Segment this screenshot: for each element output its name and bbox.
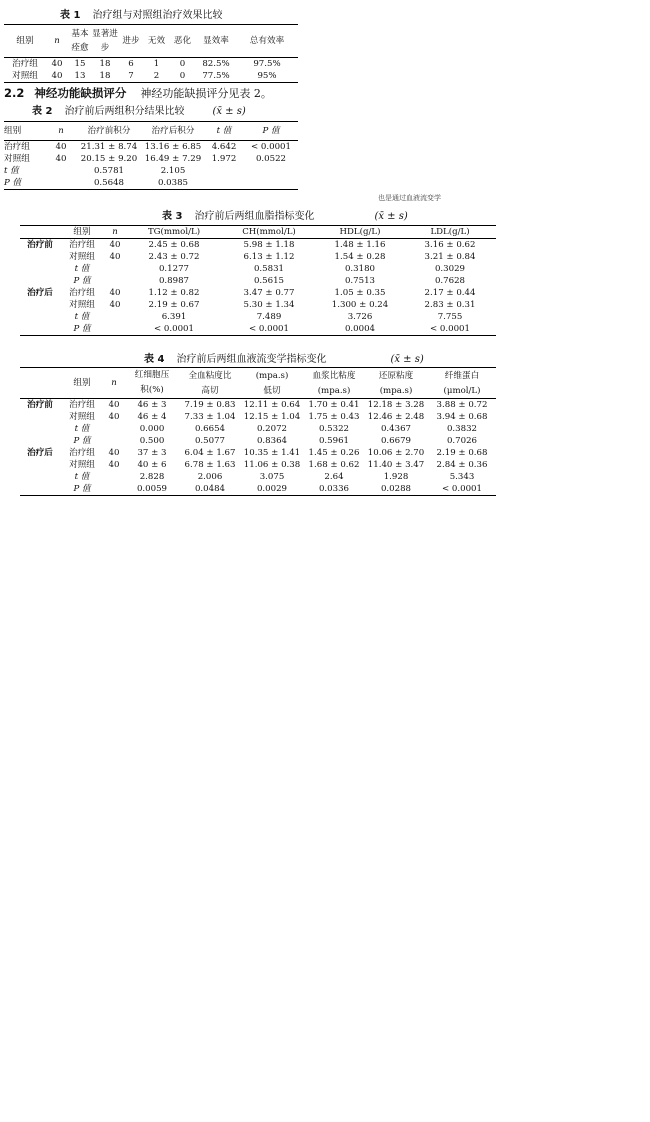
table4-cell: 治疗组: [69, 448, 95, 458]
table4-cell: < 0.0001: [441, 484, 482, 494]
table4-cell: 0.0288: [380, 484, 412, 494]
table1-header-cell: 无效: [144, 25, 169, 58]
table4-header-cell: (mpa.s): [304, 383, 364, 399]
table3-cell: 1.300 ± 0.24: [331, 300, 389, 310]
table2-header-cell: 治疗前积分: [76, 122, 142, 141]
table4-header-cell: 全血粘度比: [188, 370, 232, 381]
table1-cell: 40: [51, 71, 63, 81]
table3-cell: 3.21 ± 0.84: [424, 252, 476, 262]
table4-cell: 0.4367: [380, 424, 412, 434]
table2: [4, 121, 298, 190]
table4-cell: 12.15 ± 1.04: [243, 412, 301, 422]
table3-cell: 3.16 ± 0.62: [424, 240, 476, 250]
table1-cell: 0: [179, 59, 186, 69]
section-heading: [4, 85, 272, 101]
section-number: 2.2: [4, 86, 25, 100]
table4-cell: 40: [108, 460, 120, 470]
table4-cell: 3.88 ± 0.72: [436, 400, 488, 410]
table4-cell: 2.006: [197, 472, 223, 482]
table-row: [20, 251, 496, 263]
table3-cell: [20, 311, 60, 323]
table3-cell: [20, 251, 60, 263]
table2-cell: 16.49 ± 7.29: [144, 154, 202, 164]
table-row: [20, 323, 496, 336]
table4-cell: 0.0336: [318, 484, 350, 494]
table4-cell: [104, 483, 124, 496]
table2-caption-number: 表 2: [32, 106, 53, 117]
table4-cell: 6.78 ± 1.63: [184, 460, 236, 470]
table3-cell: 0.0004: [344, 324, 376, 334]
table3-cell: 6.13 ± 1.12: [243, 252, 295, 262]
table3-cell: 40: [109, 252, 121, 262]
table3-cell: [20, 323, 60, 336]
table2-cell: 对照组: [4, 154, 30, 164]
table1-cell: 82.5%: [202, 59, 230, 69]
table4-cell: 0.0029: [256, 484, 288, 494]
table4-header-cell: 积(%): [124, 383, 180, 399]
table4-caption-text: 治疗前后两组血液流变学指标变化: [176, 354, 327, 365]
table4-cell: [104, 423, 124, 435]
table4-cell: 0.5077: [194, 436, 226, 446]
table3-cell: 1.12 ± 0.82: [148, 288, 200, 298]
table2-cell: 40: [55, 154, 67, 164]
table-row: [20, 311, 496, 323]
table4-cell: 46 ± 3: [137, 400, 167, 410]
table-row: [20, 411, 496, 423]
table3-cell: < 0.0001: [153, 324, 194, 334]
table3-cell: 0.3029: [434, 264, 466, 274]
table4-cell: 1.45 ± 0.26: [308, 448, 360, 458]
table-row: [4, 165, 298, 177]
table4-cell: [104, 471, 124, 483]
table3-header-cell: HDL(g/L): [316, 226, 404, 239]
table4-cell: 12.11 ± 0.64: [243, 400, 301, 410]
table2-header-cell: 治疗后积分: [142, 122, 204, 141]
table2-cell: t 值: [4, 166, 19, 176]
table3-cell: [20, 275, 60, 287]
section-text: 神经功能缺损评分见表 2。: [140, 87, 272, 100]
table1-cell: 97.5%: [253, 59, 281, 69]
table2-cell: 0.5781: [93, 166, 125, 176]
table4-cell: 1.75 ± 0.43: [308, 412, 360, 422]
table1-header-cell: n: [46, 25, 68, 58]
table4-header-cell: (mpa.s): [364, 383, 428, 399]
table4-header-cell: n: [104, 368, 124, 399]
table4-cell: [20, 459, 60, 471]
table4-cell: [20, 411, 60, 423]
table1-header-row: [4, 25, 298, 58]
table2-cell: [244, 177, 298, 190]
table1-cell: 95%: [257, 71, 277, 81]
table4-cell: 37 ± 3: [137, 448, 167, 458]
table2-cell: 0.5648: [93, 178, 125, 188]
table4-cell: 40: [108, 400, 120, 410]
table-row: [4, 70, 298, 83]
table4-cell: 1.70 ± 0.41: [308, 400, 360, 410]
table3-header-cell: 组别: [60, 226, 104, 239]
table3: [20, 225, 496, 336]
table4-caption: [144, 350, 424, 365]
table4-header-cell: 组别: [60, 368, 104, 399]
table4-cell: 0.3832: [446, 424, 478, 434]
table1-header-cell: 总有效率: [236, 25, 298, 58]
table2-cell: 40: [55, 142, 67, 152]
table3-cell: 2.43 ± 0.72: [148, 252, 200, 262]
table4-cell: 12.18 ± 3.28: [367, 400, 425, 410]
table3-cell: [104, 311, 126, 323]
table4-cell: 对照组: [69, 412, 95, 422]
section-title: 神经功能缺损评分: [34, 86, 127, 100]
table3-cell: 6.391: [161, 312, 187, 322]
table1-cell: 1: [153, 59, 160, 69]
table3-caption-text: 治疗前后两组血脂指标变化: [194, 211, 315, 222]
table3-cell: t 值: [74, 312, 90, 322]
table1-header-cell: 显著进步: [92, 25, 118, 58]
table4-cell: t 值: [74, 424, 90, 434]
table4-cell: 1.68 ± 0.62: [308, 460, 360, 470]
table3-cell: < 0.0001: [429, 324, 470, 334]
table4-cell: 0.8364: [256, 436, 288, 446]
table4-cell: 0.0484: [194, 484, 226, 494]
table1-header-cell: 恶化: [169, 25, 196, 58]
table4-cell: 5.343: [449, 472, 475, 482]
table-row: [20, 399, 496, 412]
table4-cell: 2.84 ± 0.36: [436, 460, 488, 470]
table1-cell: 治疗组: [12, 59, 38, 69]
table1-cell: 40: [51, 59, 63, 69]
table3-header-cell: LDL(g/L): [404, 226, 496, 239]
table3-cell: 40: [109, 300, 121, 310]
table1-cell: 7: [128, 71, 134, 81]
table1-header-cell: 组别: [4, 25, 46, 58]
table1-cell: 2: [153, 71, 160, 81]
table3-cell: 对照组: [69, 300, 95, 310]
table4-cell: t 值: [74, 472, 90, 482]
table4-header-row: [20, 368, 496, 384]
table4-cell: [104, 435, 124, 447]
table-row: [20, 471, 496, 483]
table4-cell: [20, 471, 60, 483]
table2-cell: < 0.0001: [250, 142, 291, 152]
table2-cell: 13.16 ± 6.85: [144, 142, 202, 152]
table1-caption: [60, 6, 222, 21]
table1-cell: 13: [74, 71, 86, 81]
table4-cell: 2.64: [324, 472, 344, 482]
table-row: [20, 435, 496, 447]
table3-cell: 0.5831: [253, 264, 285, 274]
table4-cell: 7.33 ± 1.04: [184, 412, 236, 422]
table3-cell: 0.3180: [344, 264, 376, 274]
table3-cell: 1.48 ± 1.16: [334, 240, 386, 250]
table4-cell: 46 ± 4: [137, 412, 167, 422]
table3-cell: 0.7513: [344, 276, 376, 286]
table2-caption-text: 治疗前后两组积分结果比较: [64, 106, 185, 117]
table4-cell: 0.2072: [256, 424, 288, 434]
table2-header-row: [4, 122, 298, 141]
table1-cell: 77.5%: [202, 71, 230, 81]
table2-cell: 0.0385: [157, 178, 189, 188]
table3-header-cell: n: [104, 226, 126, 239]
table4-cell: 40 ± 6: [137, 460, 167, 470]
table-row: [20, 447, 496, 459]
table2-caption: [32, 102, 246, 117]
table2-cell: 0.0522: [255, 154, 287, 164]
table4-cell: 11.40 ± 3.47: [367, 460, 425, 470]
table3-cell: 5.30 ± 1.34: [243, 300, 295, 310]
table-row: [20, 239, 496, 252]
table1-cell: 15: [74, 59, 86, 69]
table3-cell: 治疗组: [69, 240, 95, 250]
table1-header-cell: 显效率: [196, 25, 236, 58]
table3-cell: < 0.0001: [248, 324, 289, 334]
table3-body: [20, 239, 496, 336]
table4: [20, 367, 496, 496]
table4-cell: 2.828: [139, 472, 165, 482]
table4-cell: 3.075: [259, 472, 285, 482]
table2-caption-unit: (x̄ ± s): [212, 106, 246, 117]
table4-cell: P 值: [73, 436, 91, 446]
table1-cell: 6: [128, 59, 134, 69]
table4-header-cell: 还原粘度: [378, 370, 414, 381]
table-row: [20, 299, 496, 311]
table-row: [20, 483, 496, 496]
table3-cell: P 值: [73, 276, 91, 286]
table4-caption-unit: (x̄ ± s): [390, 354, 424, 365]
table4-cell: 0.5961: [318, 436, 350, 446]
table2-cell: P 值: [4, 178, 22, 188]
table-row: [20, 459, 496, 471]
table2-cell: 20.15 ± 9.20: [80, 154, 138, 164]
table3-cell: 2.19 ± 0.67: [148, 300, 200, 310]
table-row: [20, 423, 496, 435]
table-row: [20, 287, 496, 299]
table3-cell: 0.7628: [434, 276, 466, 286]
table4-header-cell: (μmol/L): [428, 383, 496, 399]
table4-cell: 3.94 ± 0.68: [436, 412, 488, 422]
table2-header-cell: t 值: [204, 122, 244, 141]
table2-cell: [46, 177, 76, 190]
table4-cell: 6.04 ± 1.67: [184, 448, 236, 458]
table2-header-cell: n: [46, 122, 76, 141]
table3-caption-number: 表 3: [162, 211, 183, 222]
table3-cell: 40: [109, 288, 121, 298]
table4-cell: 0.000: [139, 424, 165, 434]
table1-caption-text: 治疗组与对照组治疗效果比较: [92, 10, 223, 21]
table-row: [4, 177, 298, 190]
table4-header-cell: (mpa.s): [255, 370, 289, 381]
table3-cell: t 值: [74, 264, 90, 274]
table4-cell: 治疗后: [27, 448, 53, 458]
table4-cell: 12.46 ± 2.48: [367, 412, 425, 422]
table1-header-cell: 进步: [118, 25, 144, 58]
table3-cell: [104, 275, 126, 287]
table2-header-cell: P 值: [244, 122, 298, 141]
table3-cell: 0.8987: [158, 276, 190, 286]
table3-header-row: [20, 226, 496, 239]
table3-cell: 1.05 ± 0.35: [334, 288, 386, 298]
table3-cell: 治疗组: [69, 288, 95, 298]
table2-cell: 2.105: [160, 166, 186, 176]
table3-cell: 对照组: [69, 252, 95, 262]
table2-cell: 21.31 ± 8.74: [80, 142, 138, 152]
table4-cell: 10.35 ± 1.41: [243, 448, 301, 458]
table3-cell: 治疗前: [27, 240, 53, 250]
table4-cell: P 值: [73, 484, 91, 494]
table3-cell: [20, 263, 60, 275]
table-row: [20, 275, 496, 287]
table3-cell: 7.755: [437, 312, 463, 322]
table1-cell: 0: [179, 71, 186, 81]
table4-cell: 40: [108, 412, 120, 422]
table4-header-cell: 红细胞压: [134, 370, 170, 380]
table4-cell: 10.06 ± 2.70: [367, 448, 425, 458]
table3-cell: 40: [109, 240, 121, 250]
table4-cell: [20, 435, 60, 447]
table4-cell: 治疗组: [69, 400, 95, 410]
table3-cell: P 值: [73, 324, 91, 334]
table4-header-cell: 低切: [240, 383, 304, 399]
table2-cell: [204, 177, 244, 190]
table4-header-cell: 高切: [180, 383, 240, 399]
table3-cell: 0.5615: [253, 276, 285, 286]
table4-cell: 40: [108, 448, 120, 458]
table3-cell: 1.54 ± 0.28: [334, 252, 386, 262]
table2-cell: 治疗组: [4, 142, 30, 152]
table3-caption-unit: (x̄ ± s): [374, 211, 408, 222]
table3-cell: 5.98 ± 1.18: [243, 240, 295, 250]
table4-cell: 0.6654: [194, 424, 226, 434]
table4-cell: [20, 483, 60, 496]
table3-cell: 3.726: [347, 312, 373, 322]
table4-cell: 对照组: [69, 460, 95, 470]
table3-cell: 3.47 ± 0.77: [243, 288, 295, 298]
table4-body: [20, 399, 496, 496]
table1-header-cell: 基本痊愈: [68, 25, 92, 58]
table4-cell: 治疗前: [27, 400, 53, 410]
table4-caption-number: 表 4: [144, 354, 165, 365]
table4-cell: 11.06 ± 0.38: [243, 460, 301, 470]
table3-cell: 2.17 ± 0.44: [424, 288, 476, 298]
table4-cell: 7.19 ± 0.83: [184, 400, 236, 410]
table1-cell: 对照组: [12, 71, 38, 81]
table3-header-cell: [20, 226, 60, 239]
table3-cell: 2.45 ± 0.68: [148, 240, 200, 250]
table4-cell: 0.7026: [446, 436, 478, 446]
table2-header-cell: 组别: [4, 122, 46, 141]
table4-header-cell: 纤维蛋白: [444, 370, 480, 381]
table3-header-cell: CH(mmol/L): [222, 226, 316, 239]
table4-cell: 2.19 ± 0.68: [436, 448, 488, 458]
table3-cell: 2.83 ± 0.31: [424, 300, 476, 310]
table3-header-cell: TG(mmol/L): [126, 226, 222, 239]
table1-cell: 18: [99, 59, 111, 69]
table3-cell: [104, 263, 126, 275]
table3-cell: 7.489: [256, 312, 282, 322]
table4-cell: 1.928: [383, 472, 409, 482]
table4-header-cell: 血浆比粘度: [312, 370, 356, 381]
table4-header-cell: [20, 368, 60, 399]
table4-cell: 0.6679: [380, 436, 412, 446]
table4-cell: [20, 423, 60, 435]
table2-cell: [46, 165, 76, 177]
table2-cell: 4.642: [211, 142, 237, 152]
table2-cell: [244, 165, 298, 177]
table3-cell: [20, 299, 60, 311]
table3-caption: [162, 207, 408, 222]
table1-cell: 18: [99, 71, 111, 81]
table3-cell: 治疗后: [27, 288, 53, 298]
table-row: [20, 263, 496, 275]
table2-cell: [204, 165, 244, 177]
table-row: [4, 58, 298, 71]
table4-cell: 0.5322: [318, 424, 350, 434]
table1: [4, 24, 298, 83]
table2-cell: 1.972: [211, 154, 237, 164]
table-row: [4, 153, 298, 165]
table-row: [4, 141, 298, 154]
table4-cell: 0.500: [139, 436, 165, 446]
table4-cell: 0.0059: [136, 484, 168, 494]
clipped-text-fragment: 也是通过血液流变学: [378, 194, 441, 202]
table1-caption-number: 表 1: [60, 10, 81, 21]
table3-cell: [104, 323, 126, 336]
table3-cell: 0.1277: [158, 264, 190, 274]
